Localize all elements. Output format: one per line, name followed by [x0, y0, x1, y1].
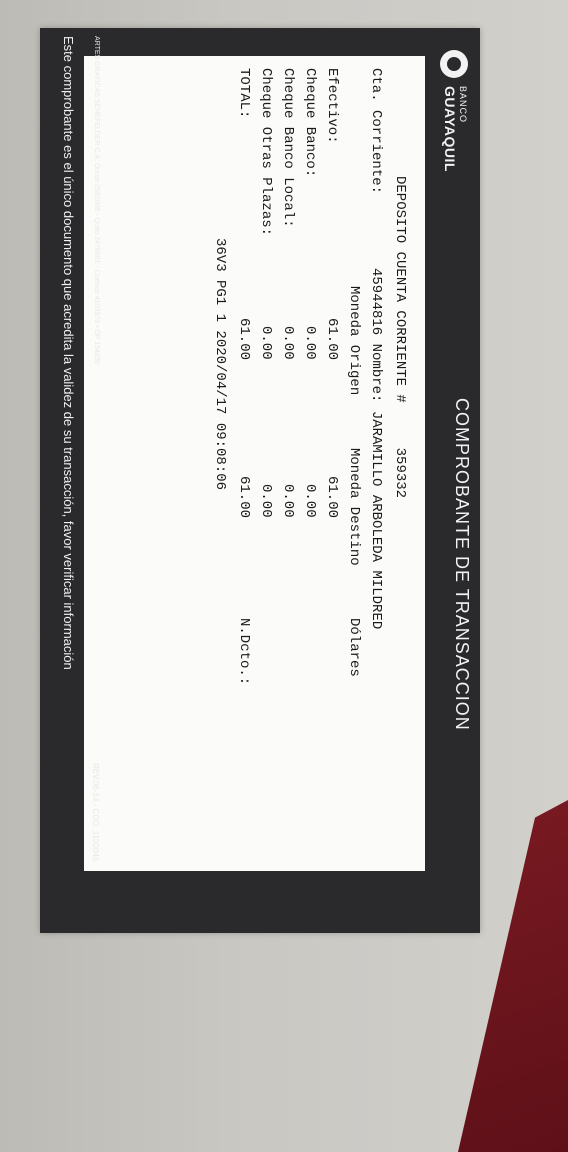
bank-name: GUAYAQUIL	[442, 86, 458, 172]
row-origin: 0.00	[258, 326, 274, 360]
row-dest: 0.00	[280, 484, 296, 518]
row-dest: 61.00	[324, 476, 340, 519]
row-label: Cheque Otras Plazas:	[258, 68, 274, 237]
currency: Dólares	[346, 618, 362, 677]
row-origin: 0.00	[280, 326, 296, 360]
terminal-timestamp: 36V3 PG1 1 2020/04/17 09:08:06	[212, 238, 228, 491]
validity-notice: Este comprobante es el único documento que acredita la validez de su transacción, favor verificar información	[61, 36, 76, 670]
total-label: TOTAL:	[236, 68, 252, 119]
account-label: Cta. Corriente:	[368, 68, 384, 195]
document-number-label: N.Dcto.:	[236, 618, 252, 686]
row-dest: 0.00	[302, 484, 318, 518]
col-origin-header: Moneda Origen	[346, 286, 362, 396]
form-revision: REV.06-14 - COD. 1100045	[91, 763, 100, 862]
transaction-heading	[392, 176, 408, 498]
row-label: Cheque Banco:	[302, 68, 318, 178]
bank-name-small: BANCO	[458, 86, 468, 124]
receipt-title: COMPROBANTE DE TRANSACCION	[452, 398, 472, 731]
row-origin: 61.00	[324, 318, 340, 361]
receipt-content	[40, 28, 480, 933]
row-label: Cheque Banco Local:	[280, 68, 296, 228]
row-dest: 0.00	[258, 484, 274, 518]
bank-logo-icon	[440, 50, 468, 78]
transaction-number: 359332	[392, 447, 408, 499]
printer-credit: ARTES GRAFICAS SENEFELDER C.A. Duran 2591000 - Quito 2478961 - Cuenca 4103978 • OP 154230	[93, 36, 100, 365]
transaction-type: DEPOSITO CUENTA CORRIENTE #	[392, 176, 408, 403]
total-dest: 61.00	[236, 476, 252, 519]
account-line: 45944816 Nombre: JARAMILLO ARBOLEDA MILDRED	[368, 268, 384, 630]
row-origin: 0.00	[302, 326, 318, 360]
row-label: Efectivo:	[324, 68, 340, 144]
col-dest-header: Moneda Destino	[346, 448, 362, 566]
total-origin: 61.00	[236, 318, 252, 361]
